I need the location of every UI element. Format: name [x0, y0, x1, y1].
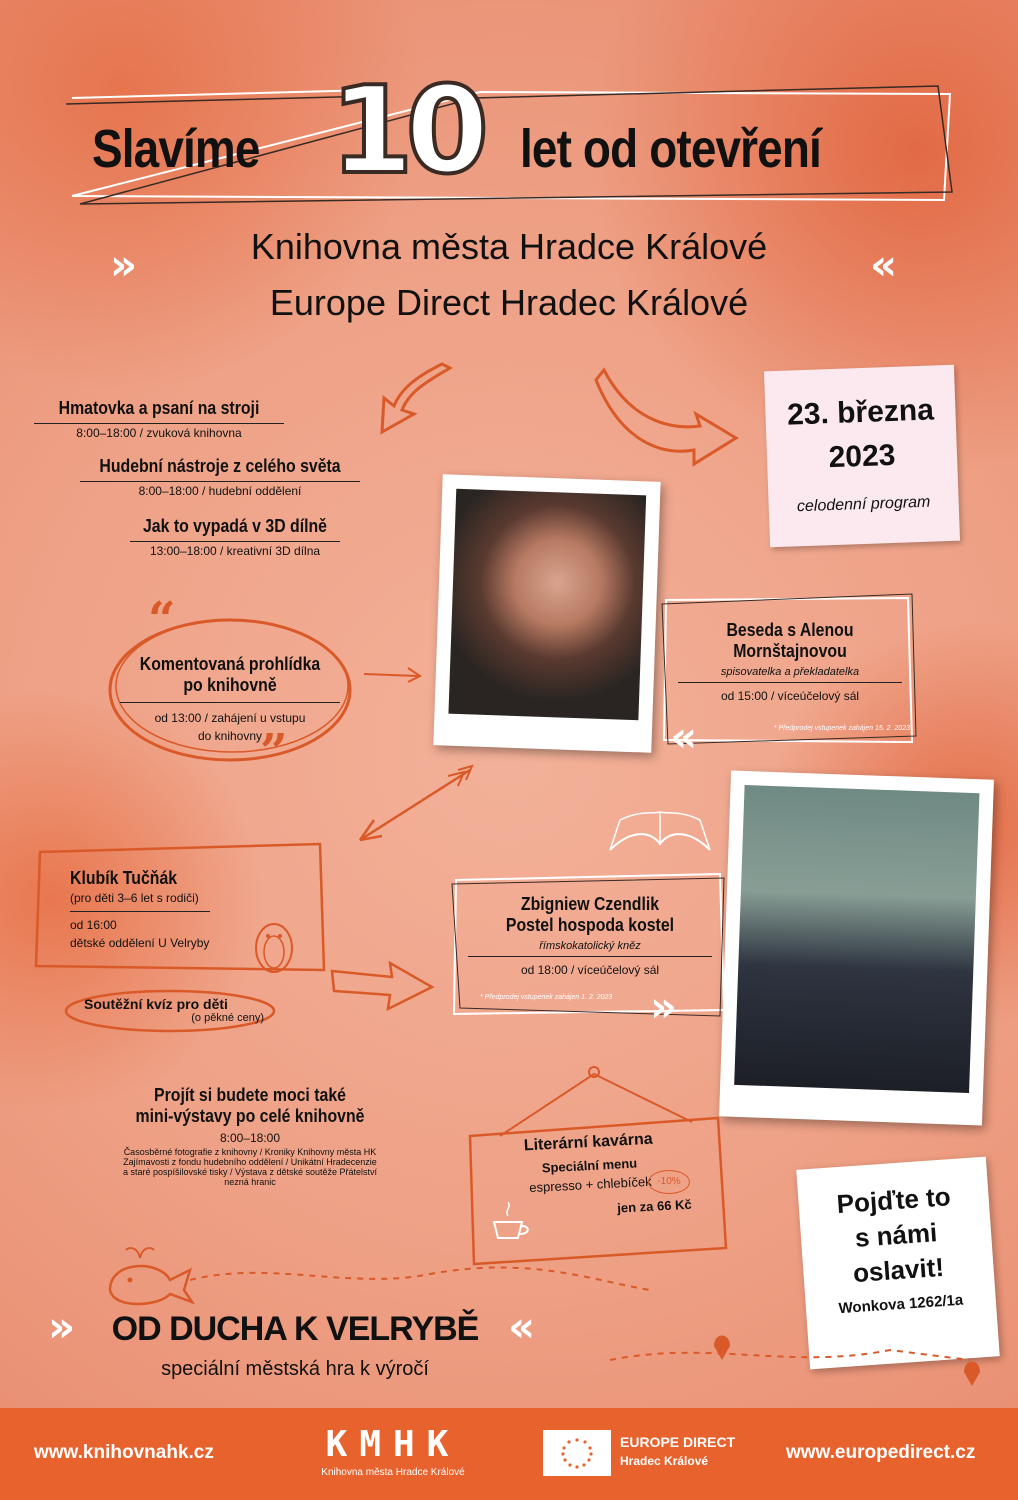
- event-meta: 8:00–18:00 / zvuková knihovna: [34, 423, 284, 440]
- beseda-title-1: Beseda s Alenou: [726, 620, 854, 640]
- exhibitions-title-2: mini-výstavy po celé knihovně: [135, 1106, 365, 1126]
- kviz-sub: (o pěkné ceny): [191, 1012, 264, 1024]
- whale-icon: [100, 1240, 200, 1310]
- footer-right-link[interactable]: www.europedirect.cz: [786, 1442, 976, 1463]
- date-note: [764, 365, 960, 548]
- europe-direct-l2: Hradec Králové: [620, 1454, 709, 1468]
- europe-direct-l1: EUROPE DIRECT: [620, 1434, 736, 1450]
- coffee-cup-icon: [488, 1200, 532, 1244]
- event-meta: 13:00–18:00 / kreativní 3D dílna: [130, 541, 340, 558]
- event-3d: [130, 516, 340, 558]
- tour-text: [110, 654, 350, 743]
- event-title: Hudební nástroje z celého světa: [99, 456, 341, 476]
- czendlik-title-2: Postel hospoda kostel: [505, 915, 675, 935]
- quote-close-beseda: «: [670, 712, 698, 761]
- czendlik-meta: od 18:00 / víceúčelový sál: [520, 963, 660, 977]
- klubik-title: Klubík Tučňák: [70, 868, 178, 888]
- game-subtitle: speciální městská hra k výročí: [161, 1358, 429, 1380]
- cafe-discount: -10%: [648, 1170, 690, 1194]
- czendlik-note: * Předprodej vstupenek zahájen 1. 2. 2023: [480, 994, 613, 1001]
- cafe-menu: Speciální menu: [541, 1155, 638, 1176]
- invite-address: Wonkova 1262/1a: [838, 1291, 964, 1318]
- klubik-time: od 16:00: [70, 918, 117, 932]
- photo-mornstajnova: [433, 474, 660, 752]
- tour-title-1: Komentovaná prohlídka: [139, 654, 321, 674]
- footer: [0, 1408, 1018, 1500]
- game-title: OD DUCHA K VELRYBĚ: [111, 1310, 479, 1348]
- exhibitions-line: Časosběrné fotografie z knihovny / Kroniky Knihovny města HK: [123, 1147, 377, 1157]
- czendlik-title-1: Zbigniew Czendlik: [520, 894, 660, 914]
- cafe-title: Literární kavárna: [523, 1130, 654, 1155]
- date-day: 23. března: [786, 393, 935, 432]
- headline-ten: 10: [330, 62, 481, 201]
- tour-meta-2: do knihovny: [197, 729, 263, 743]
- beseda-note: * Předprodej vstupenek zahájen 15. 2. 2023: [773, 725, 910, 732]
- klubik-age: (pro děti 3–6 let s rodiči): [70, 891, 199, 905]
- book-icon: [600, 800, 720, 860]
- arrow-down-right-icon: [590, 360, 750, 470]
- svg-text:”: ”: [260, 724, 288, 770]
- date-program: celodenní program: [796, 493, 931, 516]
- arrow-down-left-icon: [370, 360, 470, 440]
- beseda-role: spisovatelka a překladatelka: [720, 666, 860, 678]
- beseda-text: [670, 620, 910, 732]
- beseda-title-2: Mornštajnovou: [733, 641, 847, 661]
- quote-close-game: «: [508, 1302, 536, 1351]
- quote-open-top: »: [110, 240, 138, 289]
- quote-open-game: »: [48, 1302, 76, 1351]
- photo-czendlik: [719, 771, 994, 1126]
- invite-line3: oslavit!: [852, 1251, 945, 1289]
- exhibitions-time: 8:00–18:00: [219, 1131, 281, 1145]
- subtitle-line1: Knihovna města Hradce Králové: [250, 226, 768, 267]
- tour-title-2: po knihovně: [183, 675, 277, 695]
- kmhk-logo-text: KMHK: [325, 1424, 461, 1465]
- headline-right: let od otevření: [520, 119, 821, 179]
- event-hmatovka: [34, 398, 284, 440]
- beseda-meta: od 15:00 / víceúčelový sál: [720, 689, 860, 703]
- europe-direct-logo: [620, 1434, 735, 1468]
- exhibitions-line: nezná hranic: [224, 1177, 276, 1187]
- event-title: Hmatovka a psaní na stroji: [58, 398, 260, 418]
- cafe-price: jen za 66 Kč: [616, 1196, 693, 1216]
- exhibitions-line: a staré pospíšilovské tisky / Výstava z dětské soutěže Přátelství: [122, 1167, 378, 1177]
- exhibitions-title-1: Projít si budete moci také: [154, 1085, 346, 1105]
- exhibitions: [70, 1085, 430, 1187]
- event-meta: 8:00–18:00 / hudební oddělení: [80, 481, 360, 498]
- penguin-icon: [246, 912, 302, 976]
- czendlik-text: [460, 894, 720, 977]
- kmhk-logo-sub: Knihovna města Hradce Králové: [321, 1467, 465, 1478]
- date-year: 2023: [828, 438, 896, 475]
- kmhk-logo: [308, 1424, 478, 1478]
- kviz-text: [84, 996, 264, 1024]
- footer-left-link[interactable]: www.knihovnahk.cz: [34, 1442, 214, 1463]
- headline-left: Slavíme: [92, 119, 260, 179]
- subtitle-line2: Europe Direct Hradec Králové: [269, 282, 749, 323]
- event-instruments: [80, 456, 360, 498]
- czendlik-role: římskokatolický kněz: [539, 940, 641, 952]
- eu-flag-icon: [543, 1430, 611, 1476]
- invite-line1: Pojďte to: [835, 1181, 952, 1220]
- tour-meta-1: od 13:00 / zahájení u vstupu: [154, 711, 306, 725]
- quote-open-czendlik: »: [650, 982, 678, 1031]
- klubik-place: dětské oddělení U Velryby: [70, 936, 210, 950]
- cafe-items: espresso + chlebíček: [528, 1173, 653, 1196]
- arrow-feather-icon: [340, 760, 490, 860]
- exhibitions-line: Zajímavosti z fondu hudebního oddělení / Unikátní Hradecenzie: [123, 1157, 377, 1167]
- arrow-right-icon: [328, 955, 438, 1015]
- quote-close-top: «: [870, 240, 898, 289]
- invite-line2: s námi: [853, 1217, 939, 1253]
- event-title: Jak to vypadá v 3D dílně: [142, 516, 328, 536]
- kviz-title: Soutěžní kvíz pro děti: [84, 996, 228, 1012]
- svg-text:“: “: [148, 600, 176, 648]
- arrow-small-icon: [360, 660, 430, 690]
